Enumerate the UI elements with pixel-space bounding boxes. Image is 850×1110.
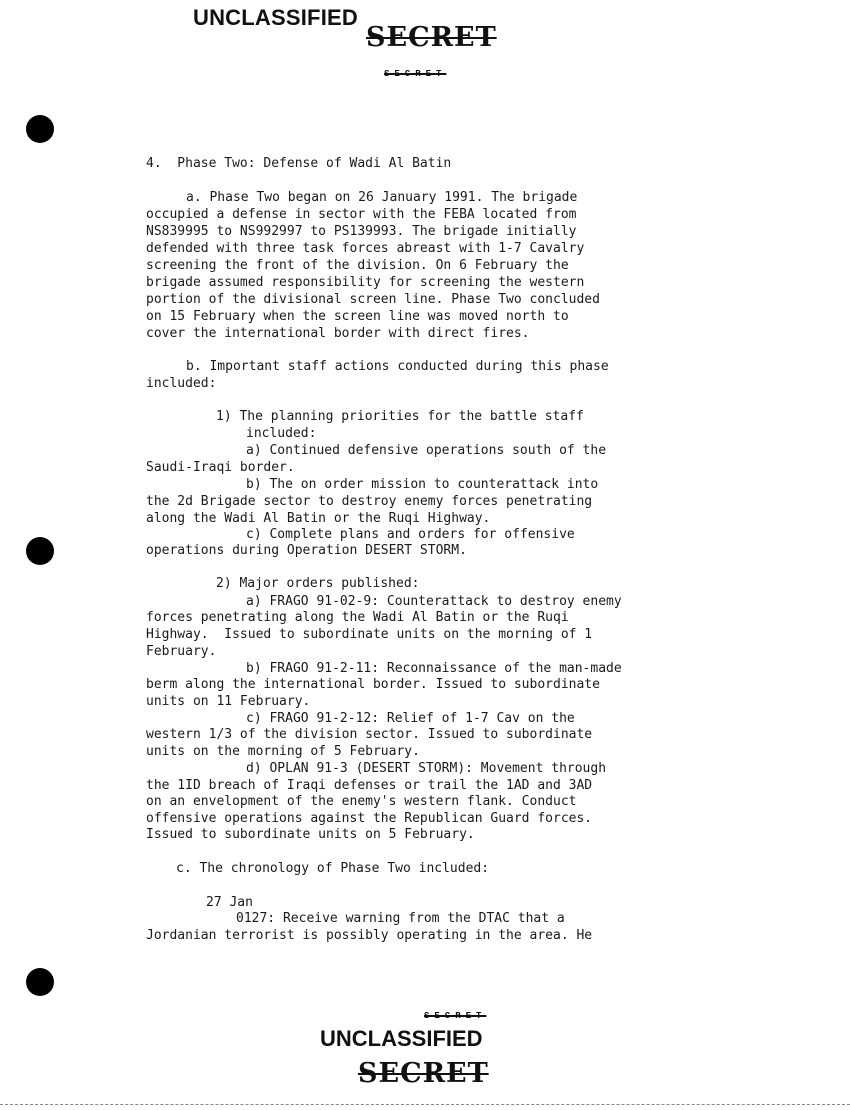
top-classification-secret-small: SECRET	[384, 69, 447, 79]
punch-hole	[26, 968, 54, 996]
paragraph-line: on 15 February when the screen line was moved north to	[146, 309, 569, 324]
paragraph-line: included:	[246, 426, 317, 441]
paragraph-line: units on the morning of 5 February.	[146, 744, 420, 759]
paragraph-line: screening the front of the division. On 6 February the	[146, 258, 569, 273]
paragraph-line: a) Continued defensive operations south of the	[246, 443, 607, 458]
chronology-date: 27 Jan	[206, 895, 253, 910]
paragraph-line: 1) The planning priorities for the battle staff	[216, 409, 584, 424]
paragraph-line: portion of the divisional screen line. Phase Two concluded	[146, 292, 600, 307]
top-classification-unclassified: UNCLASSIFIED	[193, 5, 358, 30]
paragraph-line: western 1/3 of the division sector. Issued to subordinate	[146, 727, 593, 742]
paragraph-line: cover the international border with direct fires.	[146, 326, 530, 341]
section-heading: 4. Phase Two: Defense of Wadi Al Batin	[146, 156, 452, 171]
paragraph-line: d) OPLAN 91-3 (DESERT STORM): Movement through	[246, 761, 607, 776]
paragraph-line: occupied a defense in sector with the FEBA located from	[146, 207, 577, 222]
page-edge-line	[0, 1104, 850, 1105]
paragraph-line: Saudi-Iraqi border.	[146, 460, 295, 475]
paragraph-line: the 2d Brigade sector to destroy enemy forces penetrating	[146, 494, 593, 509]
paragraph-line: brigade assumed responsibility for screening the western	[146, 275, 585, 290]
paragraph-line: 0127: Receive warning from the DTAC that a	[236, 911, 565, 926]
paragraph-line: berm along the international border. Issued to subordinate	[146, 677, 600, 692]
paragraph-line: on an envelopment of the enemy's western flank. Conduct	[146, 794, 577, 809]
top-classification-secret: SECRET	[366, 22, 497, 53]
paragraph-line: along the Wadi Al Batin or the Ruqi Highway.	[146, 511, 491, 526]
paragraph-line: c. The chronology of Phase Two included:	[176, 861, 490, 876]
paragraph-line: forces penetrating along the Wadi Al Batin or the Ruqi	[146, 610, 569, 625]
paragraph-line: offensive operations against the Republican Guard forces.	[146, 811, 593, 826]
bottom-classification-unclassified: UNCLASSIFIED	[320, 1026, 483, 1051]
paragraph-line: b) FRAGO 91-2-11: Reconnaissance of the man-made	[246, 661, 622, 676]
paragraph-line: Jordanian terrorist is possibly operating in the area. He	[146, 928, 593, 943]
paragraph-line: Issued to subordinate units on 5 February.	[146, 827, 475, 842]
paragraph-line: NS839995 to NS992997 to PS139993. The brigade initially	[146, 224, 577, 239]
bottom-classification-secret: SECRET	[358, 1058, 489, 1089]
paragraph-line: operations during Operation DESERT STORM.	[146, 543, 467, 558]
paragraph-line: units on 11 February.	[146, 694, 311, 709]
paragraph-line: c) Complete plans and orders for offensive	[246, 527, 575, 542]
paragraph-line: 2) Major orders published:	[216, 576, 420, 591]
paragraph-line: c) FRAGO 91-2-12: Relief of 1-7 Cav on the	[246, 711, 575, 726]
paragraph-line: a. Phase Two began on 26 January 1991. The brigade	[186, 190, 578, 205]
bottom-classification-secret-small: SECRET	[424, 1011, 487, 1021]
paragraph-line: the 1ID breach of Iraqi defenses or trail the 1AD and 3AD	[146, 778, 593, 793]
paragraph-line: February.	[146, 644, 217, 659]
paragraph-line: included:	[146, 376, 217, 391]
paragraph-line: a) FRAGO 91-02-9: Counterattack to destroy enemy	[246, 594, 622, 609]
paragraph-line: defended with three task forces abreast with 1-7 Cavalry	[146, 241, 585, 256]
paragraph-line: b. Important staff actions conducted during this phase	[186, 359, 609, 374]
paragraph-line: b) The on order mission to counterattack into	[246, 477, 599, 492]
paragraph-line: Highway. Issued to subordinate units on the morning of 1	[146, 627, 593, 642]
